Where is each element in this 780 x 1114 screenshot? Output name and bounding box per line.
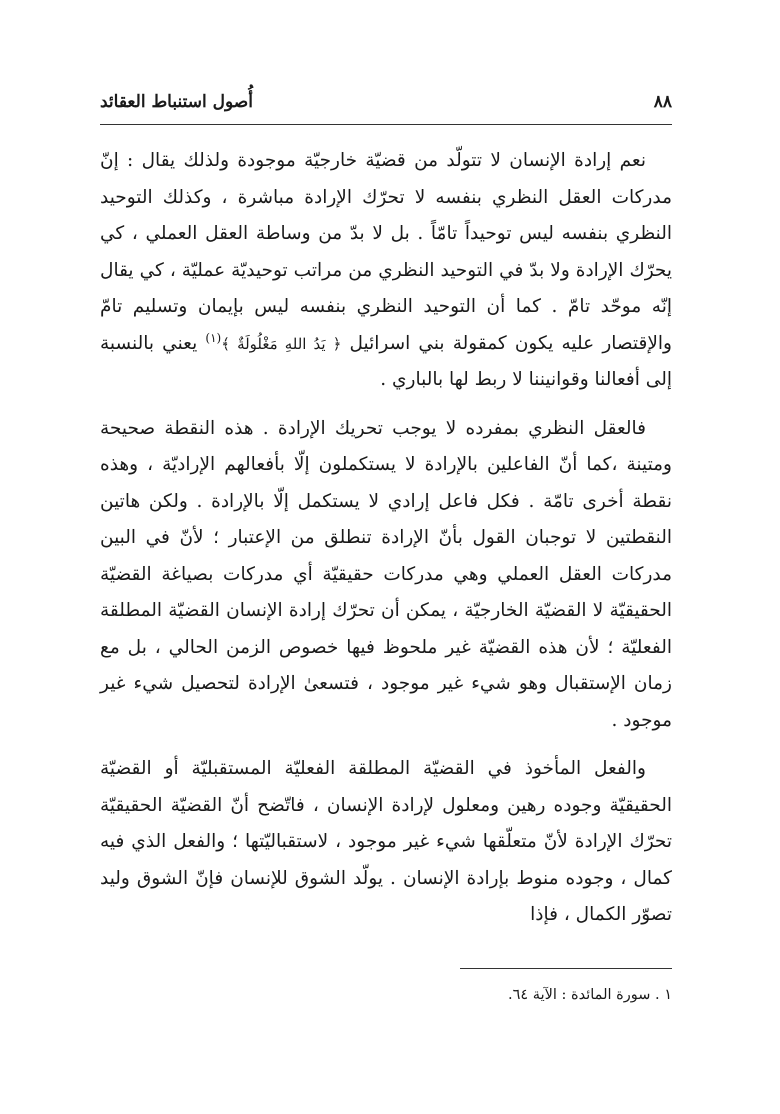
paragraph-1-text-b: يعني بالنسبة إلى أفعالنا وقوانيننا لا ربط لها بالباري . — [100, 332, 672, 390]
running-title: أُصول استنباط العقائد — [100, 92, 253, 112]
main-text — [100, 143, 672, 946]
quran-quote: ﴿ يَدُ اللهِ مَغْلُولَةٌ ﴾ — [221, 334, 342, 353]
paragraph-1-text-a: نعم إرادة الإنسان لا تتولّد من قضيّة خارجيّة موجودة ولذلك يقال : إنّ مدركات العقل النظري بنفسه لا تحرّك الإرادة مباشرة ، وكذلك التوحيد النظري بنفسه ليس توحيداً تامّاً . بل لا بدّ من وساطة العقل العملي ، كي يحرّك الإرادة ولا بدّ في التوحيد النظري من مراتب توحيديّة عمليّة ، كي يقال إنّه موحّد تامّ . كما أن التوحيد النظري بنفسه ليس بإيمان وتسليم تامّ والإقتصار عليه يكون كمقولة بني اسرائيل — [100, 150, 672, 354]
page-header — [100, 92, 672, 118]
paragraph-2: فالعقل النظري بمفرده لا يوجب تحريك الإرادة . هذه النقطة صحيحة ومتينة ،كما أنّ الفاعلين بالإرادة لا يستكملون إلّا بأفعالهم الإراديّة ، وهذه نقطة أخرى تامّة . فكل فاعل إرادي لا يستكمل إلّا بالإرادة . ولكن هاتين النقطتين لا توجبان القول بأنّ الإرادة تنطلق من الإعتبار ؛ لأنّ في البين مدركات العقل العملي وهي مدركات حقيقيّة أي مدركات بصياغة القضيّة الحقيقيّة لا القضيّة الخارجيّة ، يمكن أن تحرّك إرادة الإنسان القضيّة المطلقة الفعليّة ؛ لأن هذه القضيّة غير ملحوظ فيها خصوص الزمن الحالي ، بل مع زمان الإستقبال وهو شيء غير موجود ، فتسعىٰ الإرادة لتحصيل شيء غير موجود . — [100, 417, 672, 731]
footnote-reference[interactable]: (١) — [205, 330, 222, 345]
footnote: ١ . سورة المائدة : الآية ٦٤. — [508, 987, 672, 1003]
header-divider — [100, 124, 672, 125]
paragraph-3: والفعل المأخوذ في القضيّة المطلقة الفعليّة المستقبليّة أو القضيّة الحقيقيّة وجوده رهين ومعلول لإرادة الإنسان ، فاتّضح أنّ القضيّة الحقيقيّة تحرّك الإرادة لأنّ متعلّقها شيء غير موجود ، لاستقباليّتها ؛ والفعل الذي فيه كمال ، وجوده منوط بإرادة الإنسان . يولّد الشوق للإنسان فإنّ الشوق وليد تصوّر الكمال ، فإذا — [100, 758, 672, 925]
paragraph-1 — [100, 143, 672, 399]
page-number: ٨٨ — [653, 92, 672, 112]
footnote-divider — [460, 968, 672, 969]
